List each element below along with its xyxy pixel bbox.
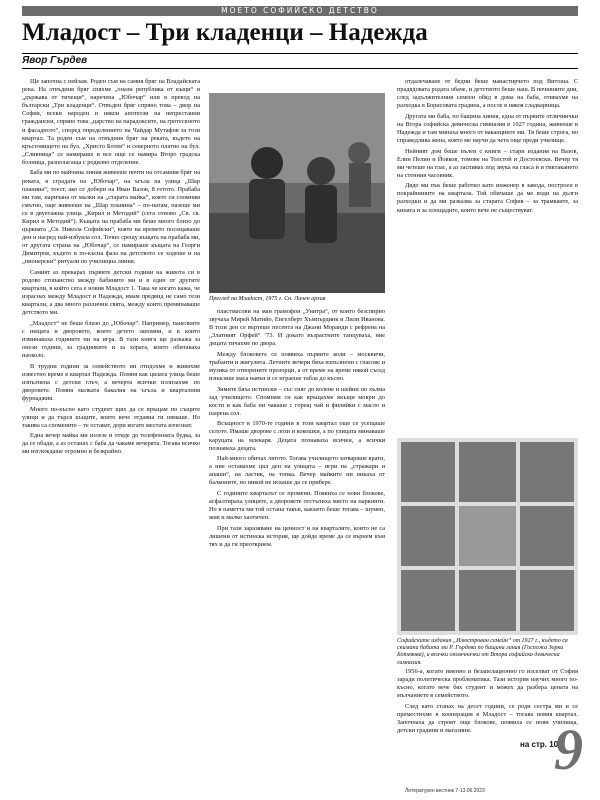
portrait: [520, 506, 574, 566]
article-photo: [209, 93, 385, 293]
author-byline: Явор Гърдев: [22, 55, 88, 66]
headline-rule: [22, 53, 578, 54]
paragraph: Една вечер майка ми излезе и отиде до телефонната будка, за да се обади, а аз останах с баба да чакаме вечерята. Тогава всичко ми изглеждаше огромно и безкрайно.: [22, 432, 200, 456]
paragraph: отдалечаване от бедни беше манастирчето под Витоша. С прадядовата родата обаче, и детството беше наш. В почивните дни, след задължителния семеен обяд в дома на баба, отивахме на разходка в Борисовата градина, а после в някоя сладкарница.: [397, 78, 578, 110]
column-1: [22, 78, 200, 780]
paragraph: С годините кварталът се промени. Появиха се нови блокове, асфалтираха улиците, а дворовете отстъпиха място на паркинги. Но в паметта ми той остана такъв, какъвто беше тогава – шумен, жив и малко хаотичен.: [209, 489, 385, 522]
paragraph: Нейният дом беше пълен с книги – стари издания на Вазов, Елин Пелин и Йовков, томове на Толстой и Достоевски. Вечер тя ми четеше на глас, а аз заспивах под звука на гласа ѝ и тиктакането на стенния часовник.: [397, 147, 578, 179]
paragraph: Най-много обичах лятото. Тогава училището затваряше врати, а ние оставахме цял ден на улицата – игри на „стражари и апаши“, на ластик, на топка. Вечер майките ни викаха от балконите, но никой не искаше да се прибере.: [209, 455, 385, 487]
paragraph: Зимите бяха истински – със сняг до колене и шейни по хълма зад училището. Спомням си как връщахме вкъщи мокри до кости и как баба ни чакаше с горещ чай и филийки с масло и шарена сол.: [209, 385, 385, 417]
continuation-reference: на стр. 10: [520, 740, 559, 749]
paragraph: Баба ми по майчина линия живееше почти на отсамния бряг на реката, в сградата на „Юбочар“, на ъгъла на улица „Шар планина“, тоест, ако се добери на Иван Вазов, 8 гетото. Прабаба ми там, наричана от малки на „старата майка“, която си спомням смътно, още живееше на „Шар планина“ – по-натам, пазеше ми се в двуетажна улица „Кирил и Методий“ (сега отново „Св. св. Кирил и Методий“). Къщата на прабаба ми беше много близо до църквата „Св. Никола Софийски“, която на времето посещаваше ден и насред най-избуяла сол. Точно срещу къщата на прабаба ми, от другата страна на „Юбочар“, се намираше къщата на Георги Димитров, където в по-късна фаза на детството се ходеше и на „пионерски“ ритуали по училищна линия.: [22, 169, 200, 266]
paragraph: При тази заразяване на ценност и на кварталите, които не са лишени от истинска история, ще дойде време да се върнем към тях и да ги преоткрием.: [209, 524, 385, 548]
column-3: [397, 78, 578, 433]
portrait: [520, 570, 574, 631]
paragraph: Самият аз прекарах първите детски години на живота си в родово стопанство между бабините ми и в един от другите квартали, в който сега е новия Младост 1. Така че когато кажа, че израснах между Младост и Надежда, имам предвид не само тези квартали, а два много различни свята, между които преминаваше детството ми.: [22, 268, 200, 317]
portrait: [401, 442, 455, 502]
paragraph: Другата ми баба, по бащина линия, една от първите отличнички на Втора софийска девическа гимназия в 1927 година, живееше в Надежда и там минаха много от ваканциите ми. Тя беше строга, но справедлива жена, която ме научи да чета още преди училище.: [397, 112, 578, 145]
paragraph: Дядо ми пък беше работил като инженер в завода, построен в покрайнините на квартала. Той обичаше да ме води на дълги разходки и да ми разказва за старата София – за трамваите, за кината и за площадите, които вече не съществуват.: [397, 182, 578, 214]
portrait: [459, 570, 516, 631]
paragraph: Много по-късно като студент щях да се връщам по същите улици и да търся къщите, които вече отдавна ги нямаше. Но такива са спомените – те остават, дори когато местата изчезнат.: [22, 405, 200, 429]
rubric-bar: [22, 6, 578, 16]
paragraph: В трудни години за семейството ни отидохме и живяхме известно време в квартал Надежда. Помня как цялата улица беше изпълнена с детски глъч, а вечерта всички излизахме по дворовете. Помня малката бакалия на ъгъла и кварталния фурнаджия.: [22, 362, 200, 403]
column-4: [397, 668, 578, 738]
paragraph: „Младост“ не беше близо до „Юбочар“. Например, панелките с нещата и дворовете, които детето запомни, и в които изминаваха годините ни на игра. В тази книга ще разкажа за онези години, за градинките и за хората, които обитаваха наоколо.: [22, 319, 200, 360]
paragraph: След като станах на десет години, се роди сестра ми и се преместихме в кооперация в Младост – тогава новия квартал. Започнаха да строят още блокове, появиха се нови училища, детски градини и магазини.: [397, 702, 578, 735]
portrait: [401, 506, 455, 566]
portrait: [459, 506, 516, 566]
photo-illustration: [209, 93, 385, 293]
paragraph: Всъщност в 1970-те години в този квартал още се усещаше селото. Имаше дворове с лози и кокошки, а по улицата минаваше каруцата на млекаря. Децата познаваха всички, а всички познаваха децата.: [209, 420, 385, 452]
byline-rule: [22, 68, 578, 69]
paragraph: Между блоковете се появиха първите коли – москвичи, трабанти и жигулита. Летните вечери бяха изпълнени с гласове и музика от отворените прозорци, а от време на време някой съсед изнасяше маса навън и се играеше табла до късно.: [209, 350, 385, 383]
portrait-grid: [397, 438, 578, 635]
column-2: [209, 308, 385, 780]
section-rubric: МОЕТО СОФИЙСКО ДЕТСТВО: [221, 6, 379, 15]
photo-caption: Преглед на Младост, 1975 г. Сн. Личен архив: [209, 296, 326, 302]
paragraph: пластмасови на ман грамофон „Унитра“, от които безспирно звучаха Мирей Матийо, Енгелберт Хъмпърдинк и Лили Иванова. В този ден се въртеше песента на Джани Моранди с рефрена на ,,Златният Орфей“ ’73. И докато възрастните танцуваха, ние децата тичахме по двора.: [209, 308, 385, 348]
portrait: [520, 442, 574, 502]
portrait: [459, 442, 516, 502]
paragraph: 1956-а, когато именно и безапелационно го изселват от София заради политическа проблематика. Тази история научих много по-късно, когато вече бях студент и можех да разбера цената на мълчанието в семейството.: [397, 668, 578, 700]
grid-caption: Софийските издания „Илюстрован семейн“ от 1927 г., където са снимани бабата ми Р. Гърдева по бащина линия (Госпожа Зорка Ботевова), и всички отличнички от Втора софийска девическа гимназия.: [397, 638, 568, 666]
paragraph: Ще започна с пейзаж. Роден съм на самия бряг на Владайската река. На отвъдния бряг спяхме „онази република от къщи“ и „държава от тичещи“, наречена „Юбочар“ или в превод на български „Три кладенци“. Отвъден бряг спряно това – двор на София, всеки народен и някои апотеози на непрестанни граждански, спряно това „царство на парадоксите, на гротескното и фасадното“, според определението на Чайдар Мутафов за този квартал. Та роден съм на отвъдния бряг на реката, където на кръстовището на бул. „Христо Ботев“ и северното платно на бул. „Сливница“ се намираше и все още се намира Второ градска болница, разполагаща с родилно отделение.: [22, 78, 200, 166]
portrait: [401, 570, 455, 631]
page-number: 9: [554, 717, 583, 782]
article-headline: Младост – Три кладенци – Надежда: [22, 19, 428, 46]
publication-footer: Литературен вестник 7-13.06.2023: [405, 788, 485, 794]
